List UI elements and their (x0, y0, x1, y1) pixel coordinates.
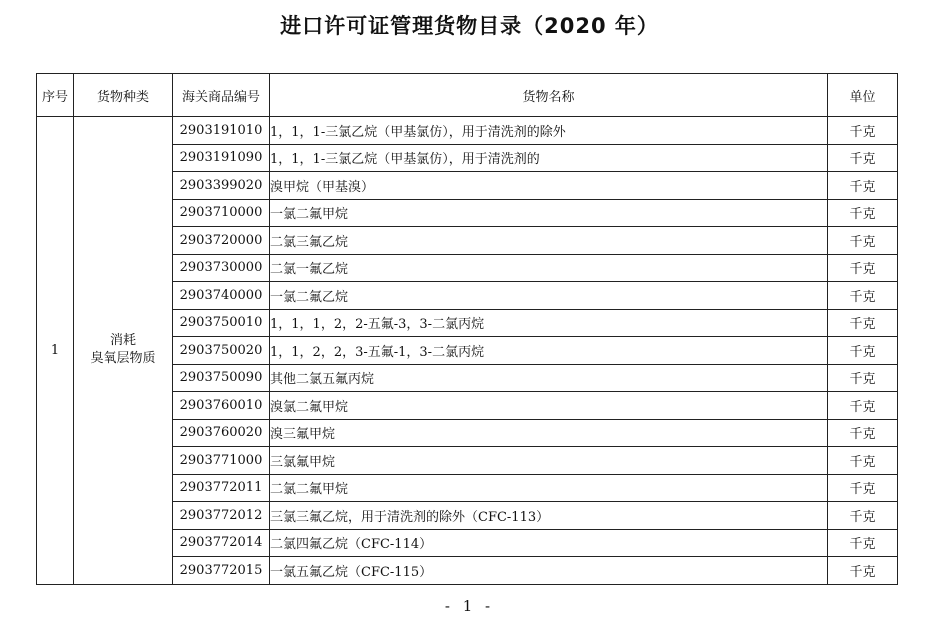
goods-catalog-table (36, 73, 898, 585)
table-header (37, 74, 898, 117)
hs-code-cell: 2903771000 (173, 447, 270, 475)
header-seq: 序号 (37, 74, 74, 117)
group-seq-cell: 1 (37, 117, 74, 585)
goods-name-cell: 二氯四氟乙烷（CFC-114） (270, 529, 828, 557)
header-goods-name: 货物名称 (270, 74, 828, 117)
goods-name-cell: 一氯二氟甲烷 (270, 199, 828, 227)
hs-code-cell: 2903710000 (173, 199, 270, 227)
table-row (37, 117, 898, 145)
hs-code-cell: 2903750020 (173, 337, 270, 365)
unit-cell: 千克 (828, 309, 898, 337)
goods-name-cell: 溴三氟甲烷 (270, 419, 828, 447)
header-category: 货物种类 (74, 74, 173, 117)
unit-cell: 千克 (828, 144, 898, 172)
hs-code-cell: 2903772015 (173, 557, 270, 585)
goods-name-cell: 溴甲烷（甲基溴） (270, 172, 828, 200)
unit-cell: 千克 (828, 529, 898, 557)
hs-code-cell: 2903772014 (173, 529, 270, 557)
goods-name-cell: 其他二氯五氟丙烷 (270, 364, 828, 392)
table-body (37, 117, 898, 585)
category-line-1: 消耗 (109, 333, 136, 349)
hs-code-cell: 2903191090 (173, 144, 270, 172)
hs-code-cell: 2903760020 (173, 419, 270, 447)
unit-cell: 千克 (828, 172, 898, 200)
unit-cell: 千克 (828, 199, 898, 227)
goods-name-cell: 1，1，1，2，2-五氟-3，3-二氯丙烷 (270, 309, 828, 337)
unit-cell: 千克 (828, 557, 898, 585)
goods-name-cell: 一氯五氟乙烷（CFC-115） (270, 557, 828, 585)
goods-name-cell: 二氯三氟乙烷 (270, 227, 828, 255)
page-number: - 1 - (444, 597, 495, 615)
unit-cell: 千克 (828, 419, 898, 447)
document-title: 进口许可证管理货物目录（2020 年） (280, 14, 659, 38)
goods-name-cell: 三氯三氟乙烷，用于清洗剂的除外（CFC-113） (270, 502, 828, 530)
goods-name-cell: 溴氯二氟甲烷 (270, 392, 828, 420)
unit-cell: 千克 (828, 227, 898, 255)
unit-cell: 千克 (828, 474, 898, 502)
header-unit: 单位 (828, 74, 898, 117)
hs-code-cell: 2903750090 (173, 364, 270, 392)
hs-code-cell: 2903772012 (173, 502, 270, 530)
goods-name-cell: 二氯二氟甲烷 (270, 474, 828, 502)
hs-code-cell: 2903191010 (173, 117, 270, 145)
hs-code-cell: 2903772011 (173, 474, 270, 502)
unit-cell: 千克 (828, 392, 898, 420)
group-category-cell (74, 117, 173, 585)
unit-cell: 千克 (828, 337, 898, 365)
goods-name-cell: 1，1，2，2，3-五氟-1，3-二氯丙烷 (270, 337, 828, 365)
unit-cell: 千克 (828, 117, 898, 145)
header-hs-code: 海关商品编号 (173, 74, 270, 117)
goods-name-cell: 1，1，1-三氯乙烷（甲基氯仿），用于清洗剂的 (270, 144, 828, 172)
goods-name-cell: 一氯二氟乙烷 (270, 282, 828, 310)
hs-code-cell: 2903750010 (173, 309, 270, 337)
goods-name-cell: 三氯氟甲烷 (270, 447, 828, 475)
unit-cell: 千克 (828, 282, 898, 310)
unit-cell: 千克 (828, 447, 898, 475)
hs-code-cell: 2903740000 (173, 282, 270, 310)
goods-name-cell: 1，1，1-三氯乙烷（甲基氯仿），用于清洗剂的除外 (270, 117, 828, 145)
category-line-2: 臭氧层物质 (90, 351, 156, 367)
unit-cell: 千克 (828, 364, 898, 392)
hs-code-cell: 2903730000 (173, 254, 270, 282)
unit-cell: 千克 (828, 254, 898, 282)
goods-name-cell: 二氯一氟乙烷 (270, 254, 828, 282)
unit-cell: 千克 (828, 502, 898, 530)
header-row (37, 74, 898, 117)
hs-code-cell: 2903399020 (173, 172, 270, 200)
hs-code-cell: 2903720000 (173, 227, 270, 255)
hs-code-cell: 2903760010 (173, 392, 270, 420)
